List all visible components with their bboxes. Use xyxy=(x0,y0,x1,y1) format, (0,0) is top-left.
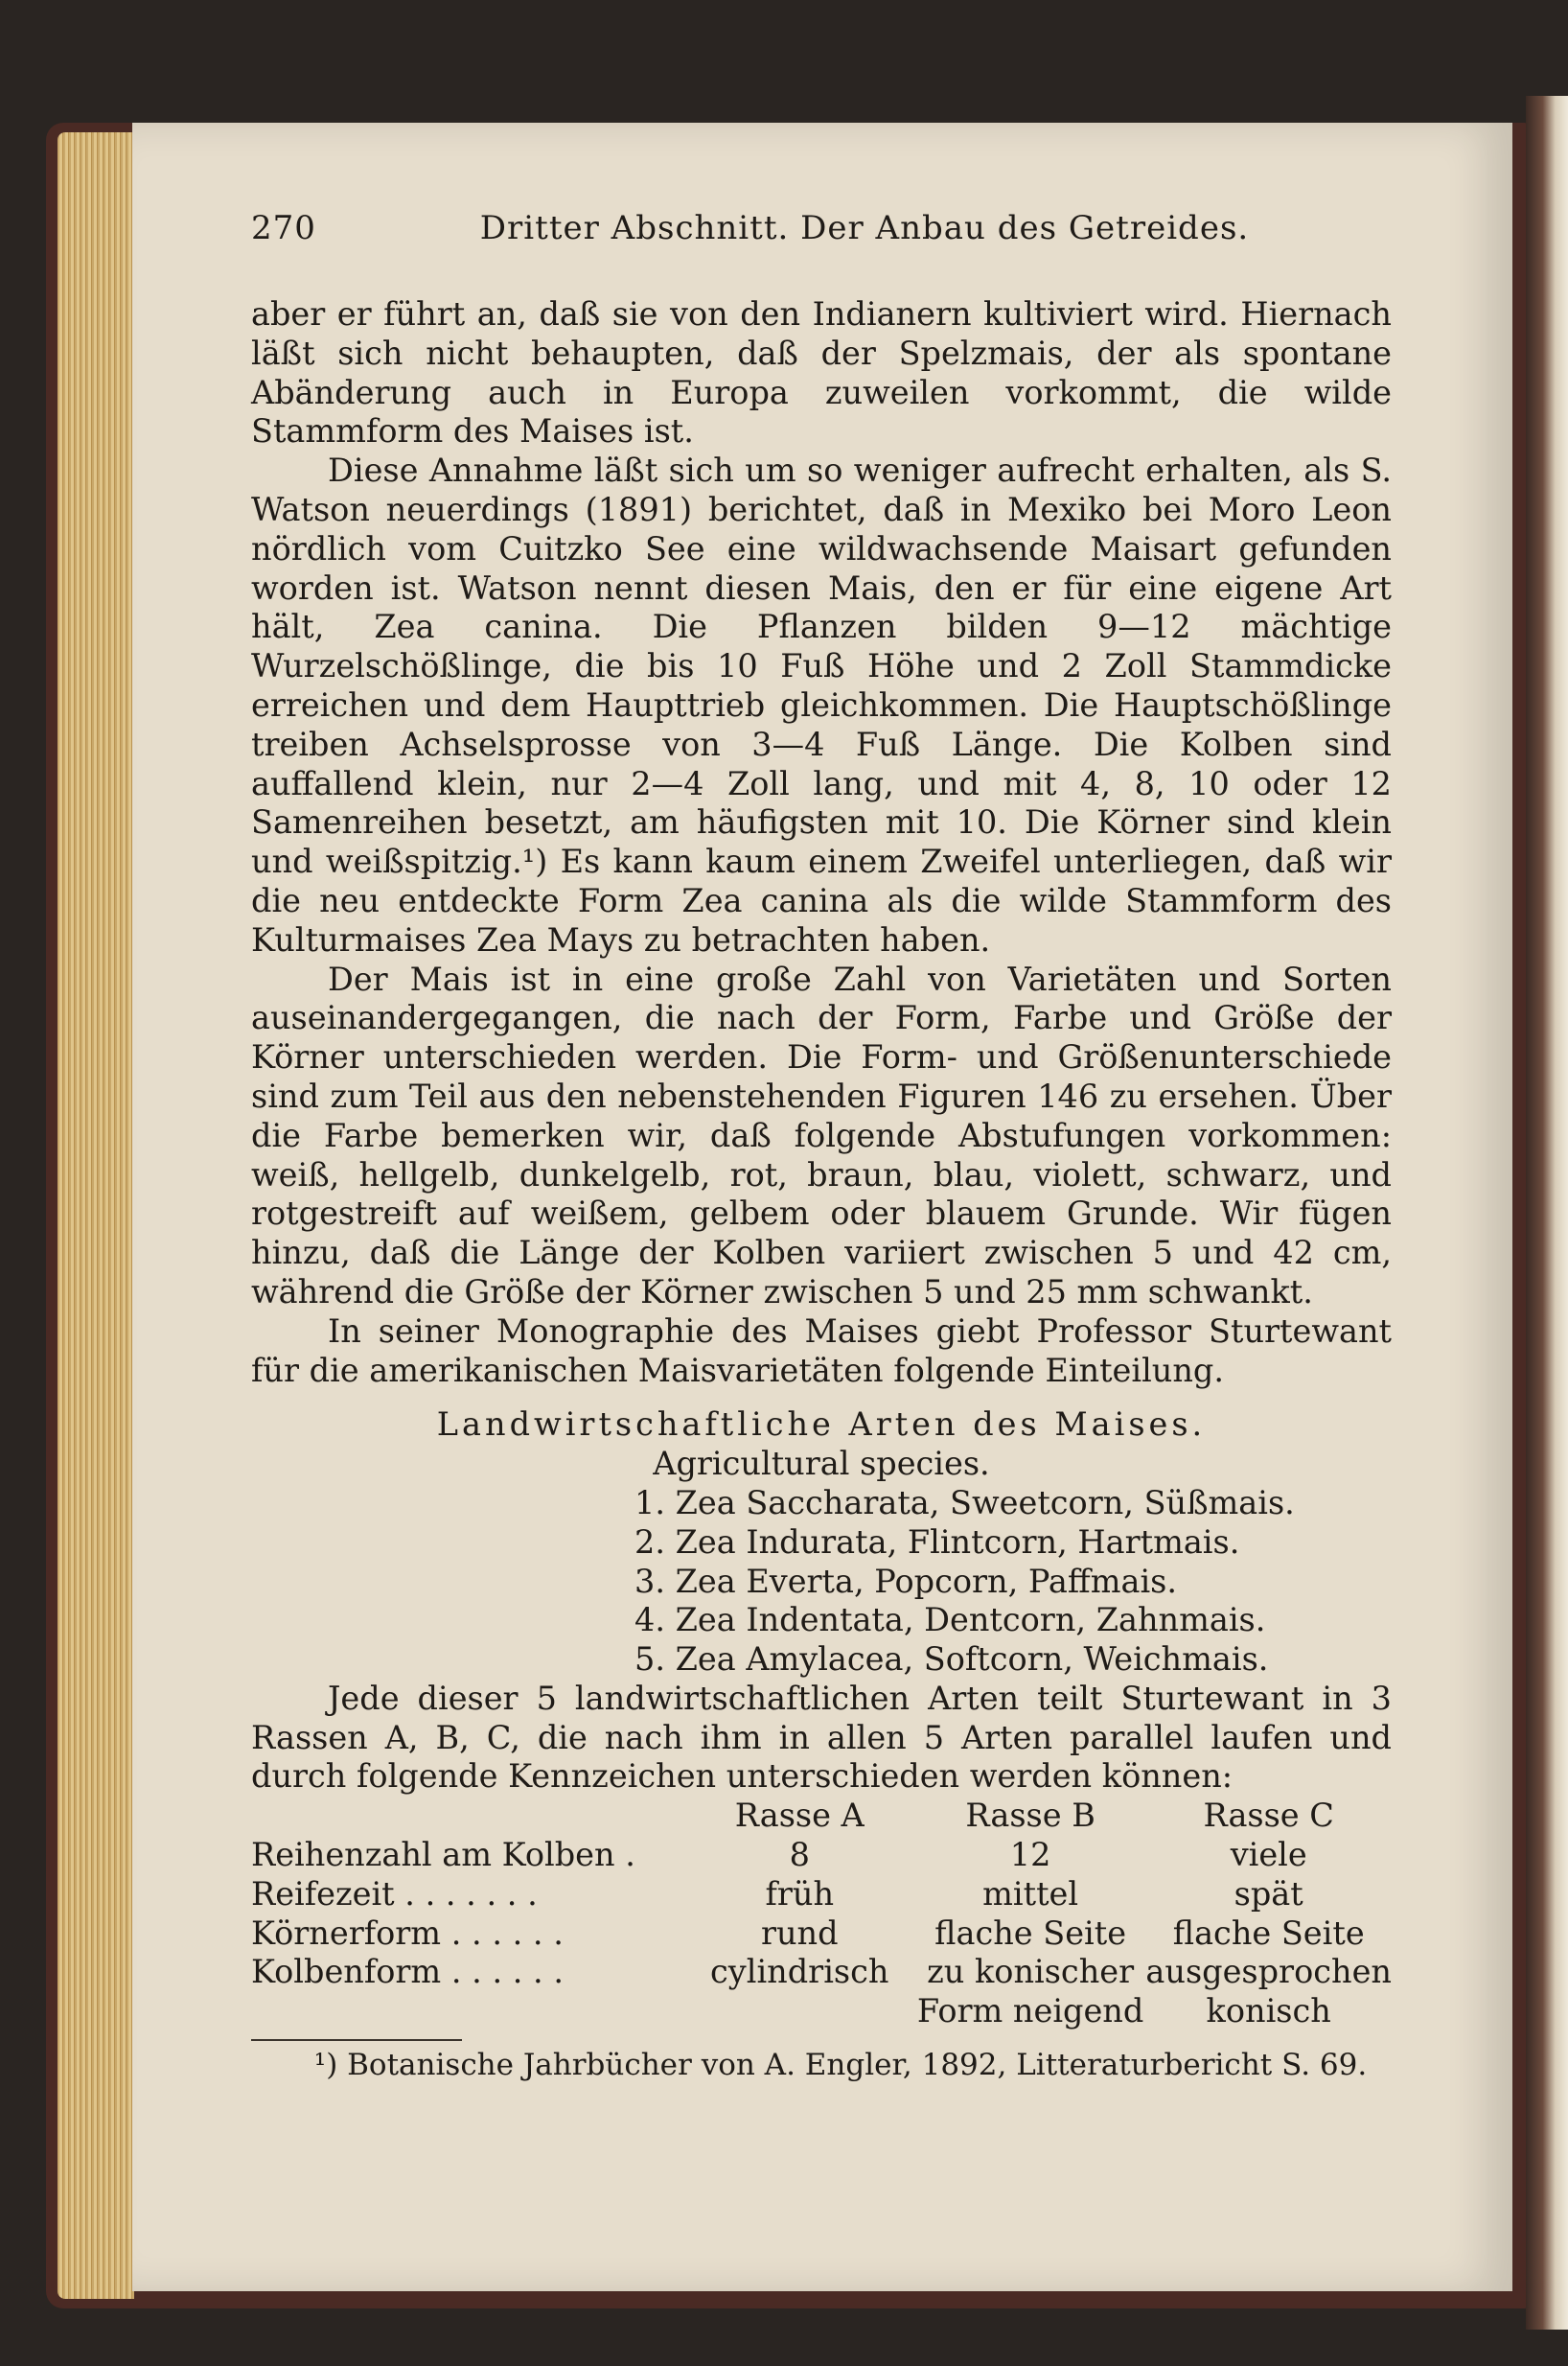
table-row xyxy=(251,1953,1392,2031)
running-header xyxy=(251,209,1286,247)
table-cell xyxy=(251,1797,684,1836)
table-cell: 8 xyxy=(789,1836,810,1874)
table-cell: spät xyxy=(1234,1874,1303,1913)
species-list xyxy=(251,1484,1392,1680)
running-title: Dritter Abschnitt. Der Anbau des Getreides. xyxy=(479,209,1250,247)
species-subheading: Agricultural species. xyxy=(653,1445,990,1483)
page-edges xyxy=(58,132,134,2299)
page-number: 270 xyxy=(251,209,316,247)
facing-page-edge xyxy=(1526,96,1568,2330)
table-header: Rasse A xyxy=(734,1797,865,1835)
table-cell: ausgesprochen konisch xyxy=(1145,1953,1392,2030)
body-text xyxy=(251,295,1392,2083)
list-item: 1. Zea Saccharata, Sweetcorn, Süßmais. xyxy=(634,1483,1295,1521)
races-table xyxy=(251,1797,1392,2031)
table-cell: viele xyxy=(1230,1836,1307,1874)
paragraph: Diese Annahme läßt sich um so weniger aufrecht erhalten, als S. Watson neuerdings (1891) berichtet, daß in Mexiko bei Moro Leon nördlich vom Cuitzko See eine wildwachsende Maisart gefunden worden ist. Watson nennt diesen Mais, den er für eine eigene Art hält, Zea canina. Die Pflanzen bilden 9—12 mächtige Wurzelschößlinge, die bis 10 Fuß Höhe und 2 Zoll Stammdicke erreichen und dem Haupttrieb gleichkommen. Die Hauptschößlinge treiben Achselsprosse von 3—4 Fuß Länge. Die Kolben sind auffallend klein, nur 2—4 Zoll lang, und mit 4, 8, 10 oder 12 Samenreihen besetzt, am häufigsten mit 10. Die Körner sind klein und weißspitzig.¹) Es kann kaum einem Zweifel unterliegen, daß wir die neu entdeckte Form Zea canina als die wilde Stammform des Kulturmaises Zea Mays zu betrachten haben. xyxy=(251,452,1392,959)
species-heading: Landwirtschaftliche Arten des Maises. xyxy=(436,1405,1207,1444)
book-page xyxy=(132,123,1512,2291)
paragraph: aber er führt an, daß sie von den Indianern kultiviert wird. Hiernach läßt sich nicht behaupten, daß der Spelzmais, der als spontane Abänderung auch in Europa zuweilen vorkommt, die wilde Stammform des Maises ist. xyxy=(251,295,1392,451)
list-item: 5. Zea Amylacea, Softcorn, Weichmais. xyxy=(634,1640,1269,1679)
table-cell: mittel xyxy=(982,1874,1079,1913)
footnote-rule xyxy=(251,2039,462,2041)
table-cell: Kolbenform . . . . . . xyxy=(251,1953,564,1991)
table-header: Rasse C xyxy=(1203,1797,1334,1835)
table-cell: Reihenzahl am Kolben . xyxy=(251,1836,635,1874)
table-cell: zu konischer Form neigend xyxy=(916,1953,1144,2030)
table-cell: Körnerform . . . . . . xyxy=(251,1914,564,1952)
list-item: 2. Zea Indurata, Flintcorn, Hartmais. xyxy=(634,1522,1240,1561)
table-cell: Reifezeit . . . . . . . xyxy=(251,1874,538,1913)
paragraph: Jede dieser 5 landwirtschaftlichen Arten teilt Sturtewant in 3 Rassen A, B, C, die nach ihm in allen 5 Arten parallel laufen und durch folgende Kennzeichen unterschieden werden können: xyxy=(251,1679,1392,1796)
table-cell: flache Seite xyxy=(934,1914,1127,1952)
list-item: 4. Zea Indentata, Dentcorn, Zahnmais. xyxy=(634,1601,1266,1639)
paragraph: Der Mais ist in eine große Zahl von Varietäten und Sorten auseinandergegangen, die nach der Form, Farbe und Größe der Körner unterschieden werden. Die Form- und Größenunterschiede sind zum Teil aus den nebenstehenden Figuren 146 zu ersehen. Über die Farbe bemerken wir, daß folgende Abstufungen vorkommen: weiß, hellgelb, dunkelgelb, rot, braun, blau, violett, schwarz, und rotgestreift auf weißem, gelbem oder blauem Grunde. Wir fügen hinzu, daß die Länge der Kolben variiert zwischen 5 und 42 cm, während die Größe der Körner zwischen 5 und 25 mm schwankt. xyxy=(251,960,1392,1311)
table-cell: cylindrisch xyxy=(710,1953,889,1991)
table-header: Rasse B xyxy=(965,1797,1095,1835)
table-cell: früh xyxy=(765,1874,835,1913)
table-row xyxy=(251,1836,1392,1875)
footnote: ¹) Botanische Jahrbücher von A. Engler, 1892, Litteraturbericht S. 69. xyxy=(313,2048,1368,2083)
table-row xyxy=(251,1875,1392,1914)
table-header-row xyxy=(251,1797,1392,1836)
table-row xyxy=(251,1914,1392,1954)
table-cell: flache Seite xyxy=(1172,1914,1365,1952)
table-cell: rund xyxy=(760,1914,839,1952)
paragraph: In seiner Monographie des Maises giebt Professor Sturtewant für die amerikanischen Maisvarietäten folgende Einteilung. xyxy=(251,1311,1392,1389)
list-item: 3. Zea Everta, Popcorn, Paffmais. xyxy=(634,1562,1177,1600)
table-cell: 12 xyxy=(1009,1836,1051,1874)
